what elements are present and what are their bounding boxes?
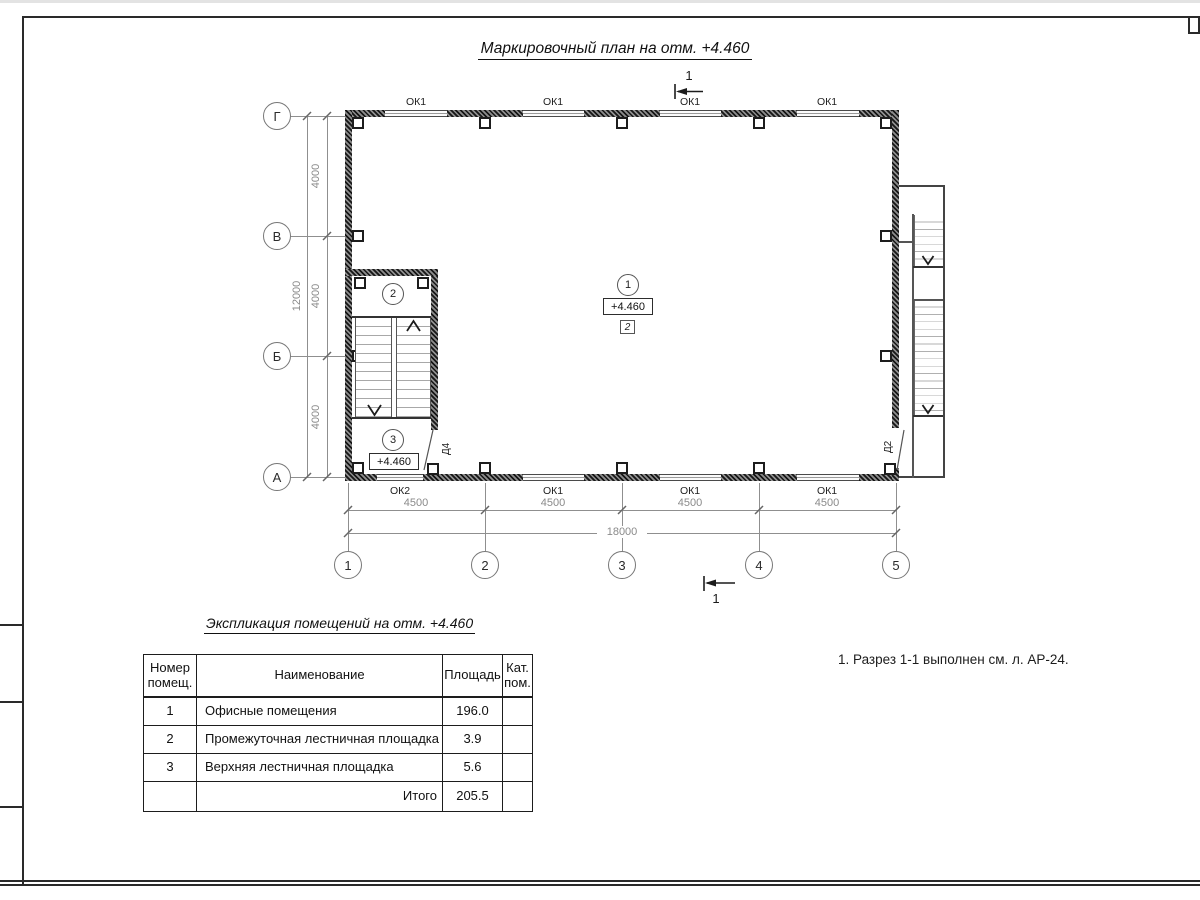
column-mark	[417, 277, 429, 289]
margin-divider	[0, 624, 22, 626]
schedule-cell-name: Верхняя лестничная площадка	[197, 754, 443, 782]
axis-col-3: 3	[608, 551, 636, 579]
schedule-cell-area: 196.0	[443, 698, 503, 726]
column-mark	[352, 230, 364, 242]
dim-value: 4500	[807, 497, 847, 509]
schedule-title	[204, 615, 475, 633]
column-mark	[880, 117, 892, 129]
schedule-header-cat: Кат. пом.	[503, 655, 532, 698]
wall-segment	[584, 110, 660, 117]
column-mark	[352, 117, 364, 129]
stair-boundary	[913, 266, 943, 268]
schedule-total-cat	[503, 782, 532, 811]
window-label: ОК1	[816, 485, 838, 497]
axis-leader	[291, 236, 345, 237]
elevation-mark: +4.460	[369, 453, 419, 470]
column-mark	[352, 462, 364, 474]
drawing-note: 1. Разрез 1-1 выполнен см. л. АР-24.	[838, 652, 1069, 667]
window-label: ОК2	[389, 485, 411, 497]
room-marker-3: 3	[382, 429, 404, 451]
window-ok1	[660, 474, 721, 481]
schedule-total-empty	[144, 782, 197, 811]
ext-stair-bottom	[899, 476, 945, 478]
schedule-cell-area: 3.9	[443, 726, 503, 754]
dim-line-vertical	[327, 116, 328, 477]
window-label: ОК1	[405, 96, 427, 108]
wall-segment	[423, 474, 523, 481]
axis-col-1: 1	[334, 551, 362, 579]
ext-stair-landing-line	[899, 241, 913, 243]
schedule-header-area: Площадь	[443, 655, 503, 698]
schedule-cell-area: 5.6	[443, 754, 503, 782]
schedule-cell-cat	[503, 726, 532, 754]
dim-value: 4500	[396, 497, 436, 509]
plan-title-text: Маркировочный план на отм. +4.460	[478, 40, 753, 60]
axis-row-g: Г	[263, 102, 291, 130]
window-ok1	[523, 110, 584, 117]
axis-leader	[622, 483, 623, 551]
plan-title	[400, 40, 830, 58]
margin-divider	[0, 806, 22, 808]
dim-line-vertical	[307, 116, 308, 477]
window-ok1	[385, 110, 447, 117]
column-mark	[880, 230, 892, 242]
window-ok1	[797, 110, 859, 117]
dim-value: 4000	[310, 276, 322, 316]
wall-segment	[721, 110, 797, 117]
window-label: ОК1	[542, 96, 564, 108]
door-label-d2: Д2	[883, 440, 894, 454]
axis-row-a: А	[263, 463, 291, 491]
schedule-title-text: Экспликация помещений на отм. +4.460	[204, 615, 475, 634]
stair-boundary	[913, 415, 943, 417]
frame-corner-box	[1188, 16, 1200, 34]
column-mark	[427, 463, 439, 475]
axis-col-5: 5	[882, 551, 910, 579]
schedule-total-label: Итого	[197, 782, 443, 811]
stair-boundary	[913, 299, 943, 301]
schedule-cell-name: Промежуточная лестничная площадка	[197, 726, 443, 754]
room-marker-1: 1	[617, 274, 639, 296]
dim-value: 4000	[310, 156, 322, 196]
window-label: ОК1	[679, 485, 701, 497]
axis-leader	[485, 483, 486, 551]
window-label: ОК1	[679, 96, 701, 108]
axis-leader	[291, 477, 345, 478]
axis-leader	[291, 356, 345, 357]
column-mark	[753, 117, 765, 129]
schedule-cell-num: 3	[144, 754, 197, 782]
page-top-edge	[0, 0, 1200, 3]
schedule-header-num: Номер помещ.	[144, 655, 197, 698]
column-mark	[616, 462, 628, 474]
frame-bottom-border	[0, 880, 1200, 886]
window-ok1	[660, 110, 721, 117]
window-ok1	[797, 474, 859, 481]
room-schedule-table	[143, 654, 533, 812]
axis-row-b: Б	[263, 342, 291, 370]
axis-col-2: 2	[471, 551, 499, 579]
dim-value: 4500	[670, 497, 710, 509]
stairwell-right-wall	[431, 276, 438, 430]
axis-leader	[896, 483, 897, 551]
section-mark-label: 1	[685, 68, 693, 83]
dim-line-horizontal	[348, 510, 896, 511]
wall-left	[345, 110, 352, 481]
ext-stair-right	[943, 185, 945, 478]
schedule-cell-cat	[503, 698, 532, 726]
frame-top-border	[22, 16, 1190, 18]
dim-value: 4500	[533, 497, 573, 509]
axis-row-v: В	[263, 222, 291, 250]
room-marker-2: 2	[382, 283, 404, 305]
column-mark	[479, 117, 491, 129]
schedule-header-name: Наименование	[197, 655, 443, 698]
column-mark	[354, 277, 366, 289]
column-mark	[479, 462, 491, 474]
wall-segment	[447, 110, 523, 117]
door-label-d4: Д4	[441, 442, 452, 456]
floor-type-mark: 2	[620, 320, 635, 334]
column-mark	[880, 350, 892, 362]
schedule-cell-num: 1	[144, 698, 197, 726]
axis-col-4: 4	[745, 551, 773, 579]
column-mark	[884, 463, 896, 475]
wall-segment	[584, 474, 660, 481]
window-ok1	[523, 474, 584, 481]
wall-right	[892, 110, 899, 428]
section-mark-label: 1	[712, 591, 720, 606]
stair-boundary	[352, 417, 431, 419]
ext-stair-upper-flight	[914, 215, 943, 267]
column-mark	[616, 117, 628, 129]
axis-leader	[291, 116, 345, 117]
stair-flight-right	[396, 318, 431, 417]
ext-stair-lower-flight	[914, 300, 943, 415]
dim-total: 18000	[597, 526, 647, 538]
column-mark	[753, 462, 765, 474]
schedule-cell-name: Офисные помещения	[197, 698, 443, 726]
schedule-cell-cat	[503, 754, 532, 782]
schedule-cell-num: 2	[144, 726, 197, 754]
stair-flight-left	[355, 318, 392, 417]
axis-leader	[759, 483, 760, 551]
ext-stair-top	[899, 185, 945, 187]
dim-value: 4000	[310, 397, 322, 437]
window-ok2	[377, 474, 423, 481]
axis-leader	[348, 483, 349, 551]
schedule-total-area: 205.5	[443, 782, 503, 811]
dim-total: 12000	[291, 271, 303, 321]
wall-segment	[721, 474, 797, 481]
window-label: ОК1	[542, 485, 564, 497]
stairwell-top-wall	[345, 269, 438, 276]
window-label: ОК1	[816, 96, 838, 108]
elevation-mark: +4.460	[603, 298, 653, 315]
frame-left-border	[22, 16, 24, 884]
margin-divider	[0, 701, 22, 703]
